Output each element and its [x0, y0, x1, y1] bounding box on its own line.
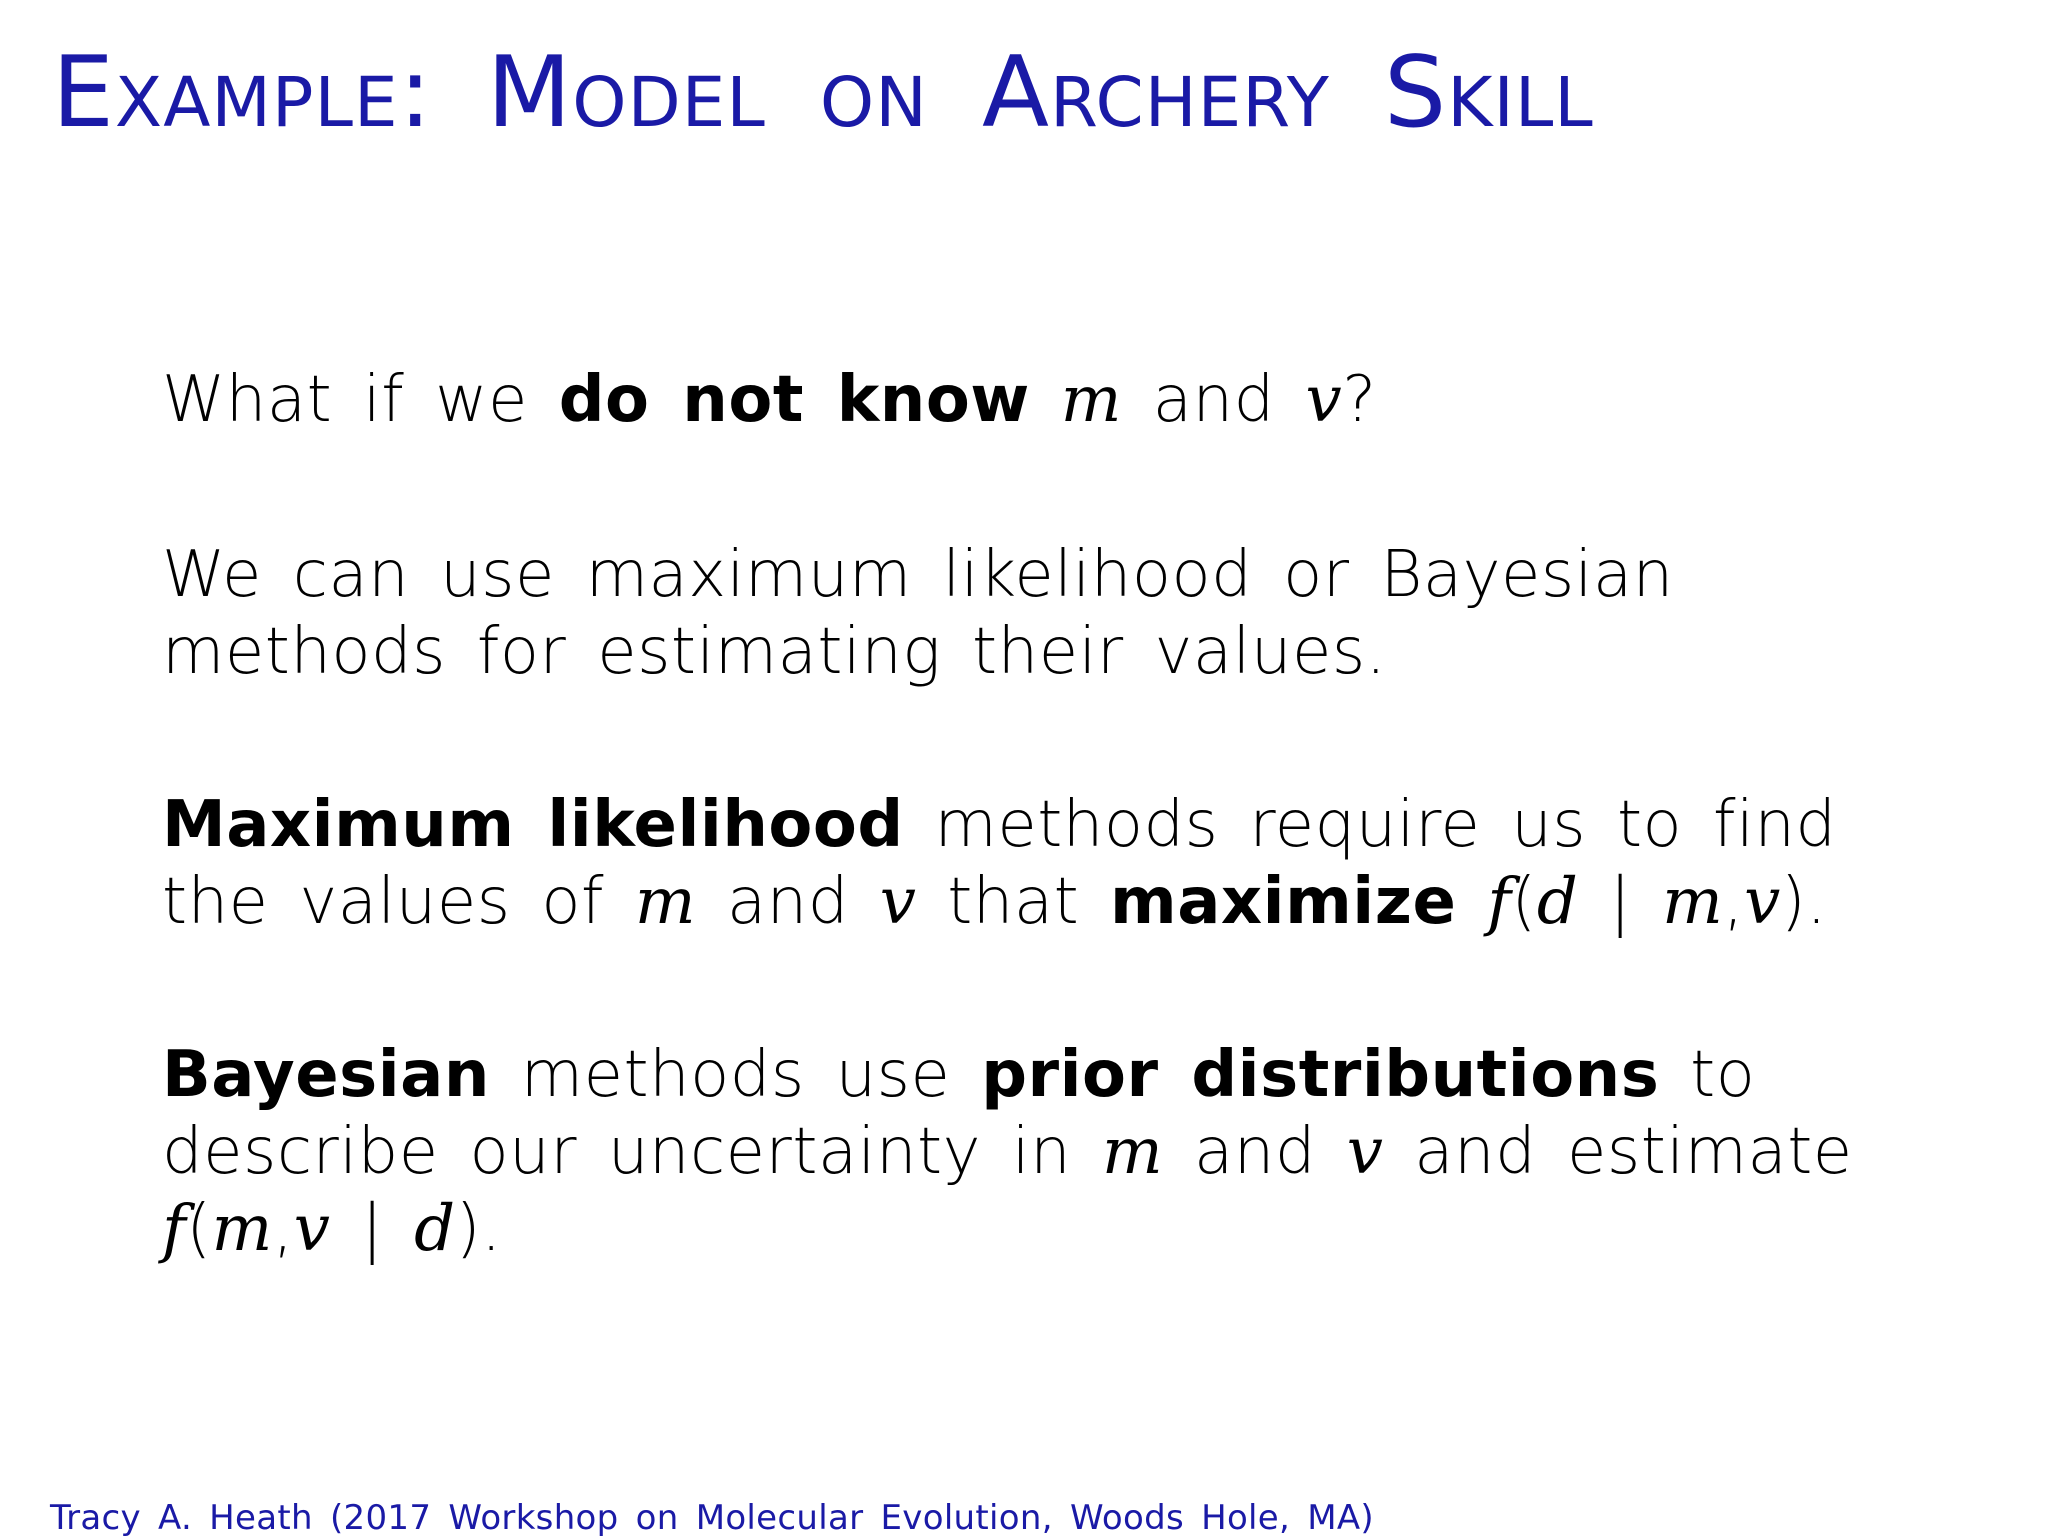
- text-span: [1456, 865, 1487, 939]
- text-span: ?: [1342, 363, 1377, 437]
- text-span: and estimate: [1383, 1115, 1853, 1189]
- slide-title: Example: Model on Archery Skill: [52, 36, 1594, 150]
- bold-phrase: Maximum likelihood: [162, 788, 904, 862]
- text-span: and: [1163, 1115, 1347, 1189]
- text-span: [1030, 363, 1061, 437]
- math-function-f: f: [162, 1192, 187, 1266]
- text-span: that: [916, 865, 1110, 939]
- paragraph-estimation-methods: We can use maximum likelihood or Bayesian methods for estimating their values.: [162, 538, 1674, 689]
- math-variable-d: d: [414, 1192, 456, 1266]
- slide-footer-attribution: Tracy A. Heath (2017 Workshop on Molecular Evolution, Woods Hole, MA): [50, 1498, 1374, 1538]
- math-variable-m: m: [1060, 363, 1122, 437]
- math-variable-d: d: [1536, 865, 1579, 939]
- math-variable-m: m: [634, 865, 697, 939]
- math-variable-v: v: [293, 1192, 331, 1266]
- math-paren: (: [186, 1192, 212, 1266]
- text-span: and: [1121, 363, 1306, 437]
- bold-phrase: prior distributions: [981, 1038, 1660, 1112]
- bold-phrase: do not know: [558, 363, 1030, 437]
- math-comma: ,: [1723, 865, 1745, 939]
- math-variable-m: m: [211, 1192, 273, 1266]
- math-paren: ).: [1780, 865, 1828, 939]
- text-span: What if we: [162, 363, 559, 437]
- math-paren: (: [1511, 865, 1537, 939]
- math-expression-likelihood: [1487, 865, 1827, 939]
- paragraph-maximum-likelihood: [162, 787, 1862, 941]
- math-expression-posterior: [162, 1192, 502, 1266]
- text-span: and: [696, 865, 880, 939]
- bold-phrase: Bayesian: [162, 1038, 490, 1112]
- math-variable-v: v: [1305, 363, 1343, 437]
- math-variable-v: v: [1346, 1115, 1384, 1189]
- math-variable-m: m: [1102, 1115, 1164, 1189]
- math-variable-v: v: [879, 865, 917, 939]
- text-span: methods use: [489, 1038, 982, 1112]
- math-variable-m: m: [1662, 865, 1724, 939]
- bold-phrase: maximize: [1110, 865, 1457, 939]
- math-given-bar: |: [1578, 865, 1663, 939]
- math-given-bar: |: [330, 1192, 415, 1266]
- text-span: methods require us to find the values of: [162, 788, 1837, 939]
- paragraph-bayesian: [162, 1037, 1862, 1268]
- math-variable-v: v: [1744, 865, 1781, 939]
- paragraph-unknown-parameters: [162, 362, 1862, 439]
- text-span: to describe our uncertainty in: [162, 1038, 1756, 1189]
- slide-body: [162, 362, 1862, 1268]
- math-function-f: f: [1487, 865, 1512, 939]
- math-comma: ,: [272, 1192, 294, 1266]
- math-paren: ).: [455, 1192, 502, 1266]
